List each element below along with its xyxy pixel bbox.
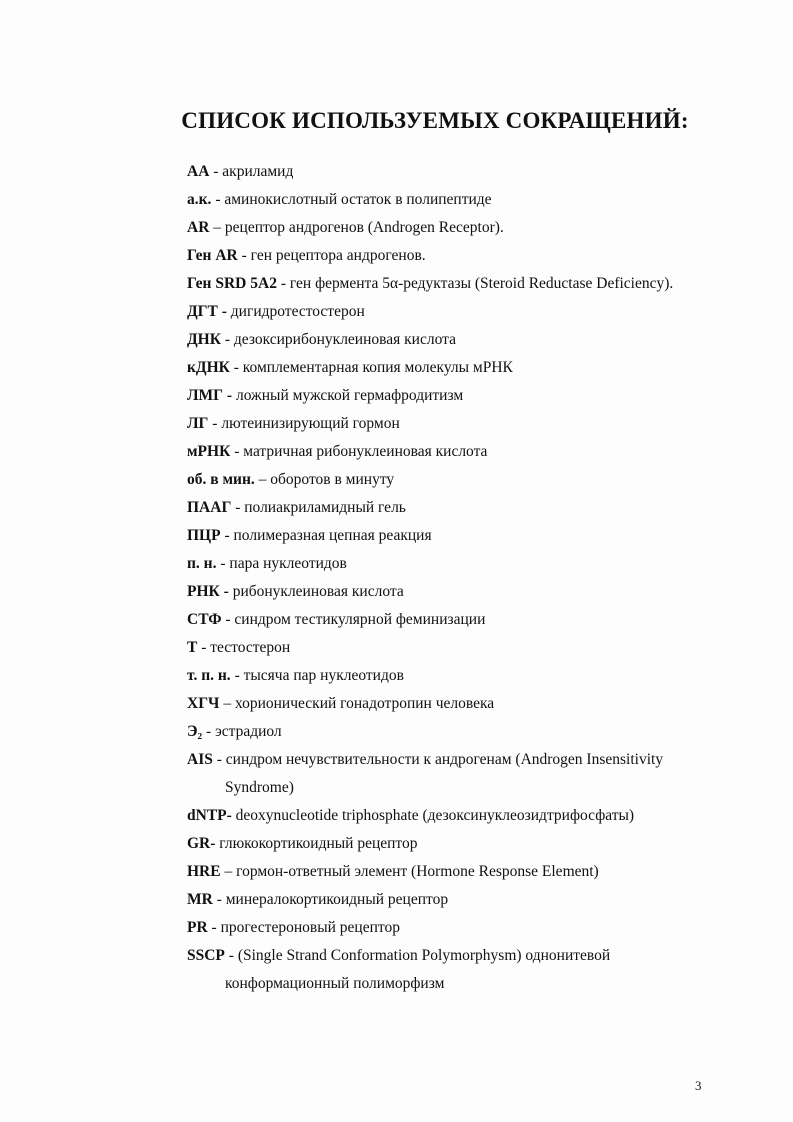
abbreviation-definition: – рецептор андрогенов (Androgen Receptor). xyxy=(209,219,504,236)
abbreviation-term: ЛГ xyxy=(187,415,209,432)
abbreviation-term: мРНК xyxy=(187,443,231,460)
abbreviation-term: AR xyxy=(187,219,210,236)
abbreviation-definition: deoxynucleotide triphosphate (дезоксинуклеозидтрифосфаты) xyxy=(231,807,635,824)
abbreviation-term: Ген AR xyxy=(187,247,238,264)
list-item xyxy=(187,550,747,578)
abbreviation-term: Э₂ xyxy=(187,723,203,740)
list-item xyxy=(187,746,747,802)
abbreviation-definition: - синдром тестикулярной феминизации xyxy=(221,611,486,628)
abbreviation-definition: - ген фермента 5α-редуктазы (Steroid Reductase Deficiency). xyxy=(276,275,674,292)
list-item xyxy=(187,242,747,270)
abbreviation-definition: - минералокортикоидный рецептор xyxy=(212,891,449,908)
list-item xyxy=(187,662,747,690)
list-item xyxy=(187,270,747,298)
list-item xyxy=(187,690,747,718)
abbreviation-definition: - комплементарная копия молекулы мРНК xyxy=(229,359,513,376)
list-item xyxy=(187,438,747,466)
abbreviation-definition: - полимеразная цепная реакция xyxy=(220,527,432,544)
list-item xyxy=(187,158,747,186)
abbreviation-term: ЛМГ - xyxy=(187,387,233,404)
abbreviation-term: а.к. xyxy=(187,191,212,208)
list-item xyxy=(187,830,747,858)
abbreviation-definition: - лютеинизирующий гормон xyxy=(208,415,400,432)
abbreviation-term: AIS xyxy=(187,751,213,768)
abbreviation-term: кДНК xyxy=(187,359,230,376)
abbreviation-term: Т xyxy=(187,639,198,656)
list-item xyxy=(187,858,747,886)
list-item xyxy=(187,494,747,522)
list-item xyxy=(187,410,747,438)
abbreviation-definition: – хорионический гонадотропин человека xyxy=(219,695,495,712)
abbreviation-term: РНК - xyxy=(187,583,229,600)
abbreviation-term: ХГЧ xyxy=(187,695,220,712)
abbreviation-term: GR- xyxy=(187,835,216,852)
abbreviation-definition: дигидротестостерон xyxy=(226,303,365,320)
list-item xyxy=(187,718,747,746)
abbreviation-definition-continuation: конформационный полиморфизм xyxy=(225,975,445,992)
list-item xyxy=(187,522,747,550)
abbreviation-term: ДГТ - xyxy=(187,303,227,320)
abbreviation-term: ДНК xyxy=(187,331,221,348)
abbreviation-definition: - тестостерон xyxy=(197,639,291,656)
list-item xyxy=(187,466,747,494)
list-item xyxy=(187,886,747,914)
abbreviation-definition: – оборотов в минуту xyxy=(254,471,395,488)
abbreviation-definition: - синдром нечувствительности к андрогенам (Androgen Insensitivity xyxy=(212,751,664,768)
abbreviation-term: ПААГ xyxy=(187,499,232,516)
abbreviation-definition: глюкокортикоидный рецептор xyxy=(215,835,418,852)
list-item xyxy=(187,578,747,606)
abbreviation-definition: - акриламид xyxy=(209,163,294,180)
abbreviation-definition: – гормон-ответный элемент (Hormone Response Element) xyxy=(220,863,599,880)
abbreviation-term: dNTP- xyxy=(187,807,232,824)
abbreviation-term: PR xyxy=(187,919,208,936)
abbreviation-term: ПЦР xyxy=(187,527,221,544)
page-title: СПИСОК ИСПОЛЬЗУЕМЫХ СОКРАЩЕНИЙ: xyxy=(181,108,689,133)
list-item xyxy=(187,354,747,382)
list-item xyxy=(187,298,747,326)
list-item xyxy=(187,914,747,942)
abbreviation-definition: - матричная рибонуклеиновая кислота xyxy=(230,443,488,460)
list-item xyxy=(187,326,747,354)
abbreviation-definition: - дезоксирибонуклеиновая кислота xyxy=(220,331,456,348)
abbreviation-definition: - полиакриламидный гель xyxy=(231,499,406,516)
abbreviation-definition: ложный мужской гермафродитизм xyxy=(232,387,464,404)
list-item xyxy=(187,606,747,634)
list-item xyxy=(187,186,747,214)
abbreviation-term: SSCP xyxy=(187,947,225,964)
page-number: 3 xyxy=(695,1078,702,1093)
list-item xyxy=(187,214,747,242)
abbreviation-list xyxy=(187,158,747,998)
abbreviation-definition: - пара нуклеотидов xyxy=(216,555,347,572)
abbreviation-definition: - эстрадиол xyxy=(202,723,282,740)
abbreviation-term: MR xyxy=(187,891,213,908)
abbreviation-term: п. н. xyxy=(187,555,217,572)
abbreviation-definition: - ген рецептора андрогенов. xyxy=(237,247,426,264)
abbreviation-term: АА xyxy=(187,163,210,180)
abbreviation-definition: - (Single Strand Conformation Polymorphysm) однонитевой xyxy=(224,947,611,964)
abbreviation-term: т. п. н. xyxy=(187,667,231,684)
abbreviation-definition: - тысяча пар нуклеотидов xyxy=(230,667,404,684)
abbreviation-term: об. в мин. xyxy=(187,471,255,488)
list-item xyxy=(187,942,747,998)
abbreviation-term: Ген SRD 5A2 xyxy=(187,275,277,292)
abbreviation-definition: - прогестероновый рецептор xyxy=(207,919,400,936)
list-item xyxy=(187,382,747,410)
abbreviation-definition: рибонуклеиновая кислота xyxy=(228,583,404,600)
abbreviation-definition-continuation: Syndrome) xyxy=(225,779,294,796)
abbreviation-term: HRE xyxy=(187,863,221,880)
abbreviation-definition: - аминокислотный остаток в полипептиде xyxy=(211,191,492,208)
list-item xyxy=(187,634,747,662)
abbreviation-term: СТФ xyxy=(187,611,222,628)
list-item xyxy=(187,802,747,830)
